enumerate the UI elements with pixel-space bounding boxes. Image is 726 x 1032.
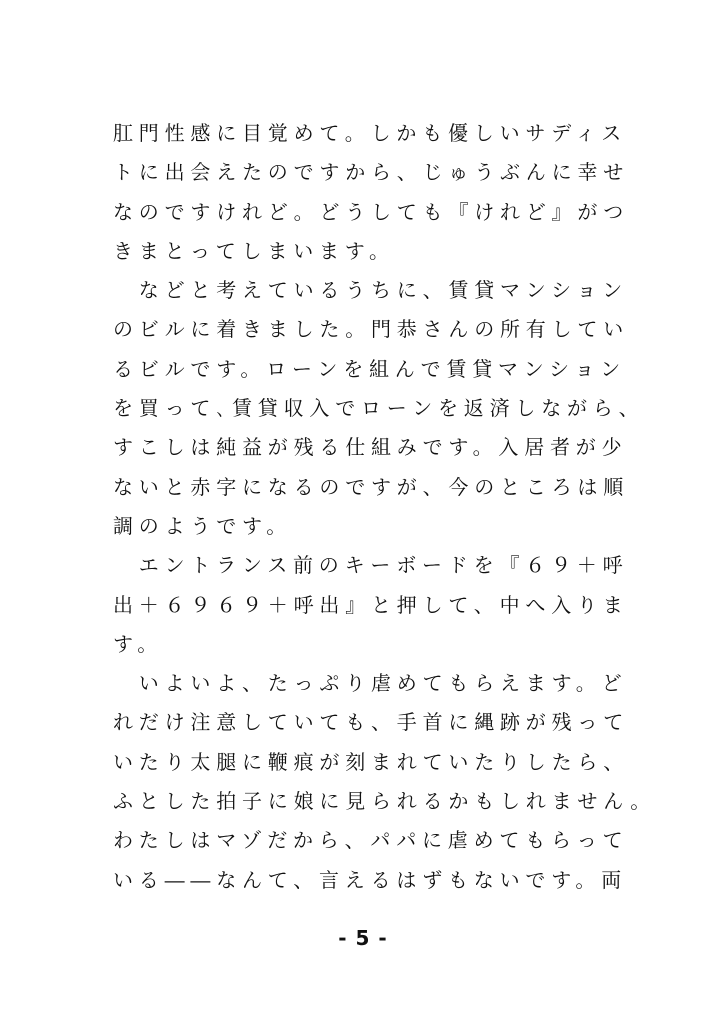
text-line: れだけ注意していても、手首に縄跡が残って: [113, 710, 629, 735]
text-line: す。: [113, 631, 163, 656]
text-line: のビルに着きました。門恭さんの所有してい: [113, 317, 629, 342]
text-line: トに出会えたのですから、じゅうぶんに幸せ: [113, 160, 629, 185]
text-line: 肛門性感に目覚めて。しかも優しいサディス: [113, 121, 627, 145]
text-line: いよいよ、たっぷり虐めてもらえます。ど: [113, 671, 628, 696]
page-number: - 5 -: [338, 926, 388, 950]
text-line: ふとした拍子に娘に見られるかもしれません。: [113, 789, 656, 814]
text-line: わたしはマゾだから、パパに虐めてもらって: [113, 828, 629, 853]
text-line: なのですけれど。どうしても『けれど』がつ: [113, 199, 629, 224]
text-line: いる――なんて、言えるはずもないです。両: [113, 867, 627, 892]
text-line: を買って､賃貸収入でローンを返済しながら、: [113, 396, 645, 421]
text-line: エントランス前のキーボードを『６９＋呼: [113, 553, 629, 578]
text-line: ないと赤字になるのですが、今のところは順: [113, 474, 629, 499]
text-line: るビルです。ローンを組んで賃貸マンション: [113, 356, 627, 381]
page-body: [113, 114, 656, 900]
text-line: きまとってしまいます。: [113, 238, 395, 263]
text-line: いたり太腿に鞭痕が刻まれていたりしたら、: [113, 749, 629, 774]
text-line: 調のようです。: [113, 513, 292, 538]
text-line: すこしは純益が残る仕組みです。入居者が少: [113, 435, 628, 460]
text-line: 出＋６９６９＋呼出』と押して、中へ入りま: [113, 592, 629, 617]
text-line: などと考えているうちに、賃貸マンション: [113, 278, 629, 303]
